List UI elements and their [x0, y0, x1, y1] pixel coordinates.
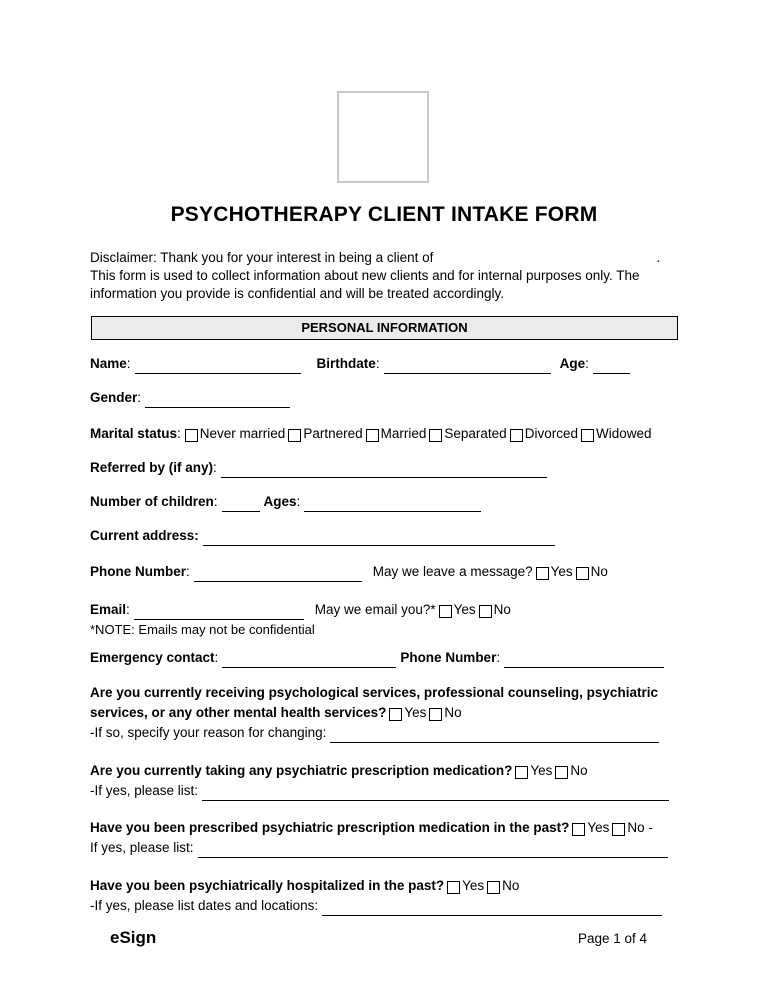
section-header-personal-information: PERSONAL INFORMATION: [91, 316, 678, 340]
esign-logo: eSign: [110, 928, 157, 947]
gender-field[interactable]: [145, 392, 290, 408]
option-no: No: [502, 878, 520, 893]
row-email: [90, 600, 511, 620]
referred-by-field[interactable]: [221, 462, 547, 478]
reason-for-changing-field[interactable]: [330, 727, 659, 743]
option-married: Married: [380, 426, 427, 441]
question-1-text: Are you currently receiving psychological services, professional counseling, psychiatric: [90, 685, 658, 700]
question-3-text: Have you been prescribed psychiatric prescription medication in the past?: [90, 820, 570, 835]
page-number: Page 1 of 4: [578, 931, 648, 946]
question-4-followup: [90, 896, 662, 916]
question-1-line-2: [90, 703, 462, 723]
disclaimer-line-2: This form is used to collect information about new clients and for internal purposes only. The: [90, 268, 640, 283]
disclaimer-line-1: [90, 248, 660, 267]
option-yes: Yes: [550, 564, 573, 579]
option-yes: Yes: [404, 705, 427, 720]
gender-label: Gender:: [90, 390, 142, 405]
option-widowed: Widowed: [595, 426, 652, 441]
option-never-married: Never married: [199, 426, 286, 441]
question-1-text-cont: services, or any other mental health services?: [90, 705, 387, 720]
current-address-field[interactable]: [203, 530, 555, 546]
email-note: *NOTE: Emails may not be confidential: [90, 622, 315, 637]
checkbox-message-no[interactable]: [576, 567, 589, 580]
emergency-contact-label: Emergency contact:: [90, 650, 219, 665]
birthdate-field[interactable]: [384, 358, 551, 374]
age-field[interactable]: [593, 358, 630, 374]
birthdate-label: Birthdate:: [316, 356, 380, 371]
question-1-followup: [90, 723, 659, 743]
checkbox-q2-no[interactable]: [555, 766, 568, 779]
checkbox-married[interactable]: [366, 429, 379, 442]
checkbox-never-married[interactable]: [185, 429, 198, 442]
row-marital-status: [90, 424, 652, 444]
current-medication-list-field[interactable]: [202, 785, 669, 801]
row-children: [90, 492, 481, 512]
checkbox-q3-yes[interactable]: [572, 823, 585, 836]
question-2-followup-label: -If yes, please list:: [90, 783, 199, 798]
option-yes: Yes: [587, 820, 610, 835]
email-label: Email:: [90, 602, 130, 617]
hospitalization-dates-field[interactable]: [322, 900, 662, 916]
question-3-followup: [90, 838, 668, 858]
email-you-question: May we email you?*: [314, 602, 436, 617]
question-3: [90, 818, 653, 838]
checkbox-widowed[interactable]: [581, 429, 594, 442]
checkbox-message-yes[interactable]: [536, 567, 549, 580]
past-medication-list-field[interactable]: [198, 842, 668, 858]
marital-status-label: Marital status:: [90, 426, 181, 441]
row-referred-by: [90, 458, 547, 478]
phone-number-label: Phone Number:: [90, 564, 190, 579]
option-separated: Separated: [444, 426, 507, 441]
checkbox-divorced[interactable]: [510, 429, 523, 442]
option-no: No: [444, 705, 462, 720]
question-2: [90, 761, 588, 781]
referred-by-label: Referred by (if any):: [90, 460, 217, 475]
question-4-followup-label: -If yes, please list dates and locations:: [90, 898, 319, 913]
row-current-address: [90, 526, 555, 546]
question-4: [90, 876, 519, 896]
number-of-children-field[interactable]: [222, 496, 260, 512]
name-label: Name:: [90, 356, 131, 371]
option-yes: Yes: [453, 602, 476, 617]
checkbox-partnered[interactable]: [288, 429, 301, 442]
checkbox-q4-yes[interactable]: [447, 881, 460, 894]
option-no: No -: [627, 820, 653, 835]
row-phone: [90, 562, 608, 582]
checkbox-email-no[interactable]: [479, 605, 492, 618]
option-no: No: [493, 602, 511, 617]
question-1-line-1: [90, 683, 658, 703]
checkbox-q1-yes[interactable]: [389, 708, 402, 721]
ages-label: Ages:: [263, 494, 301, 509]
option-partnered: Partnered: [303, 426, 363, 441]
option-yes: Yes: [530, 763, 553, 778]
checkbox-q4-no[interactable]: [487, 881, 500, 894]
checkbox-q2-yes[interactable]: [515, 766, 528, 779]
age-label: Age:: [559, 356, 589, 371]
row-name: [90, 354, 630, 374]
phone-number-field[interactable]: [194, 566, 362, 582]
option-no: No: [570, 763, 588, 778]
email-field[interactable]: [134, 604, 304, 620]
checkbox-q3-no[interactable]: [612, 823, 625, 836]
leave-message-question: May we leave a message?: [372, 564, 533, 579]
checkbox-separated[interactable]: [429, 429, 442, 442]
emergency-contact-field[interactable]: [222, 652, 396, 668]
name-field[interactable]: [135, 358, 301, 374]
question-1-followup-label: -If so, specify your reason for changing:: [90, 725, 327, 740]
row-emergency-contact: [90, 648, 664, 668]
option-yes: Yes: [462, 878, 485, 893]
disclaimer-period: .: [656, 250, 661, 265]
emergency-phone-label: Phone Number:: [400, 650, 501, 665]
checkbox-q1-no[interactable]: [429, 708, 442, 721]
row-gender: [90, 388, 290, 408]
ages-field[interactable]: [304, 496, 481, 512]
question-2-followup: [90, 781, 669, 801]
emergency-phone-field[interactable]: [504, 652, 664, 668]
question-4-text: Have you been psychiatrically hospitalized in the past?: [90, 878, 445, 893]
disclaimer-line-3: information you provide is confidential and will be treated accordingly.: [90, 286, 504, 301]
current-address-label: Current address:: [90, 528, 199, 543]
option-divorced: Divorced: [524, 426, 578, 441]
question-2-text: Are you currently taking any psychiatric prescription medication?: [90, 763, 513, 778]
form-title: PSYCHOTHERAPY CLIENT INTAKE FORM: [170, 203, 598, 226]
disclaimer-text: Disclaimer: Thank you for your interest in being a client of: [90, 250, 434, 265]
logo-placeholder: [337, 91, 429, 183]
question-3-followup-label: If yes, please list:: [90, 840, 194, 855]
option-no: No: [590, 564, 608, 579]
checkbox-email-yes[interactable]: [439, 605, 452, 618]
number-of-children-label: Number of children:: [90, 494, 218, 509]
